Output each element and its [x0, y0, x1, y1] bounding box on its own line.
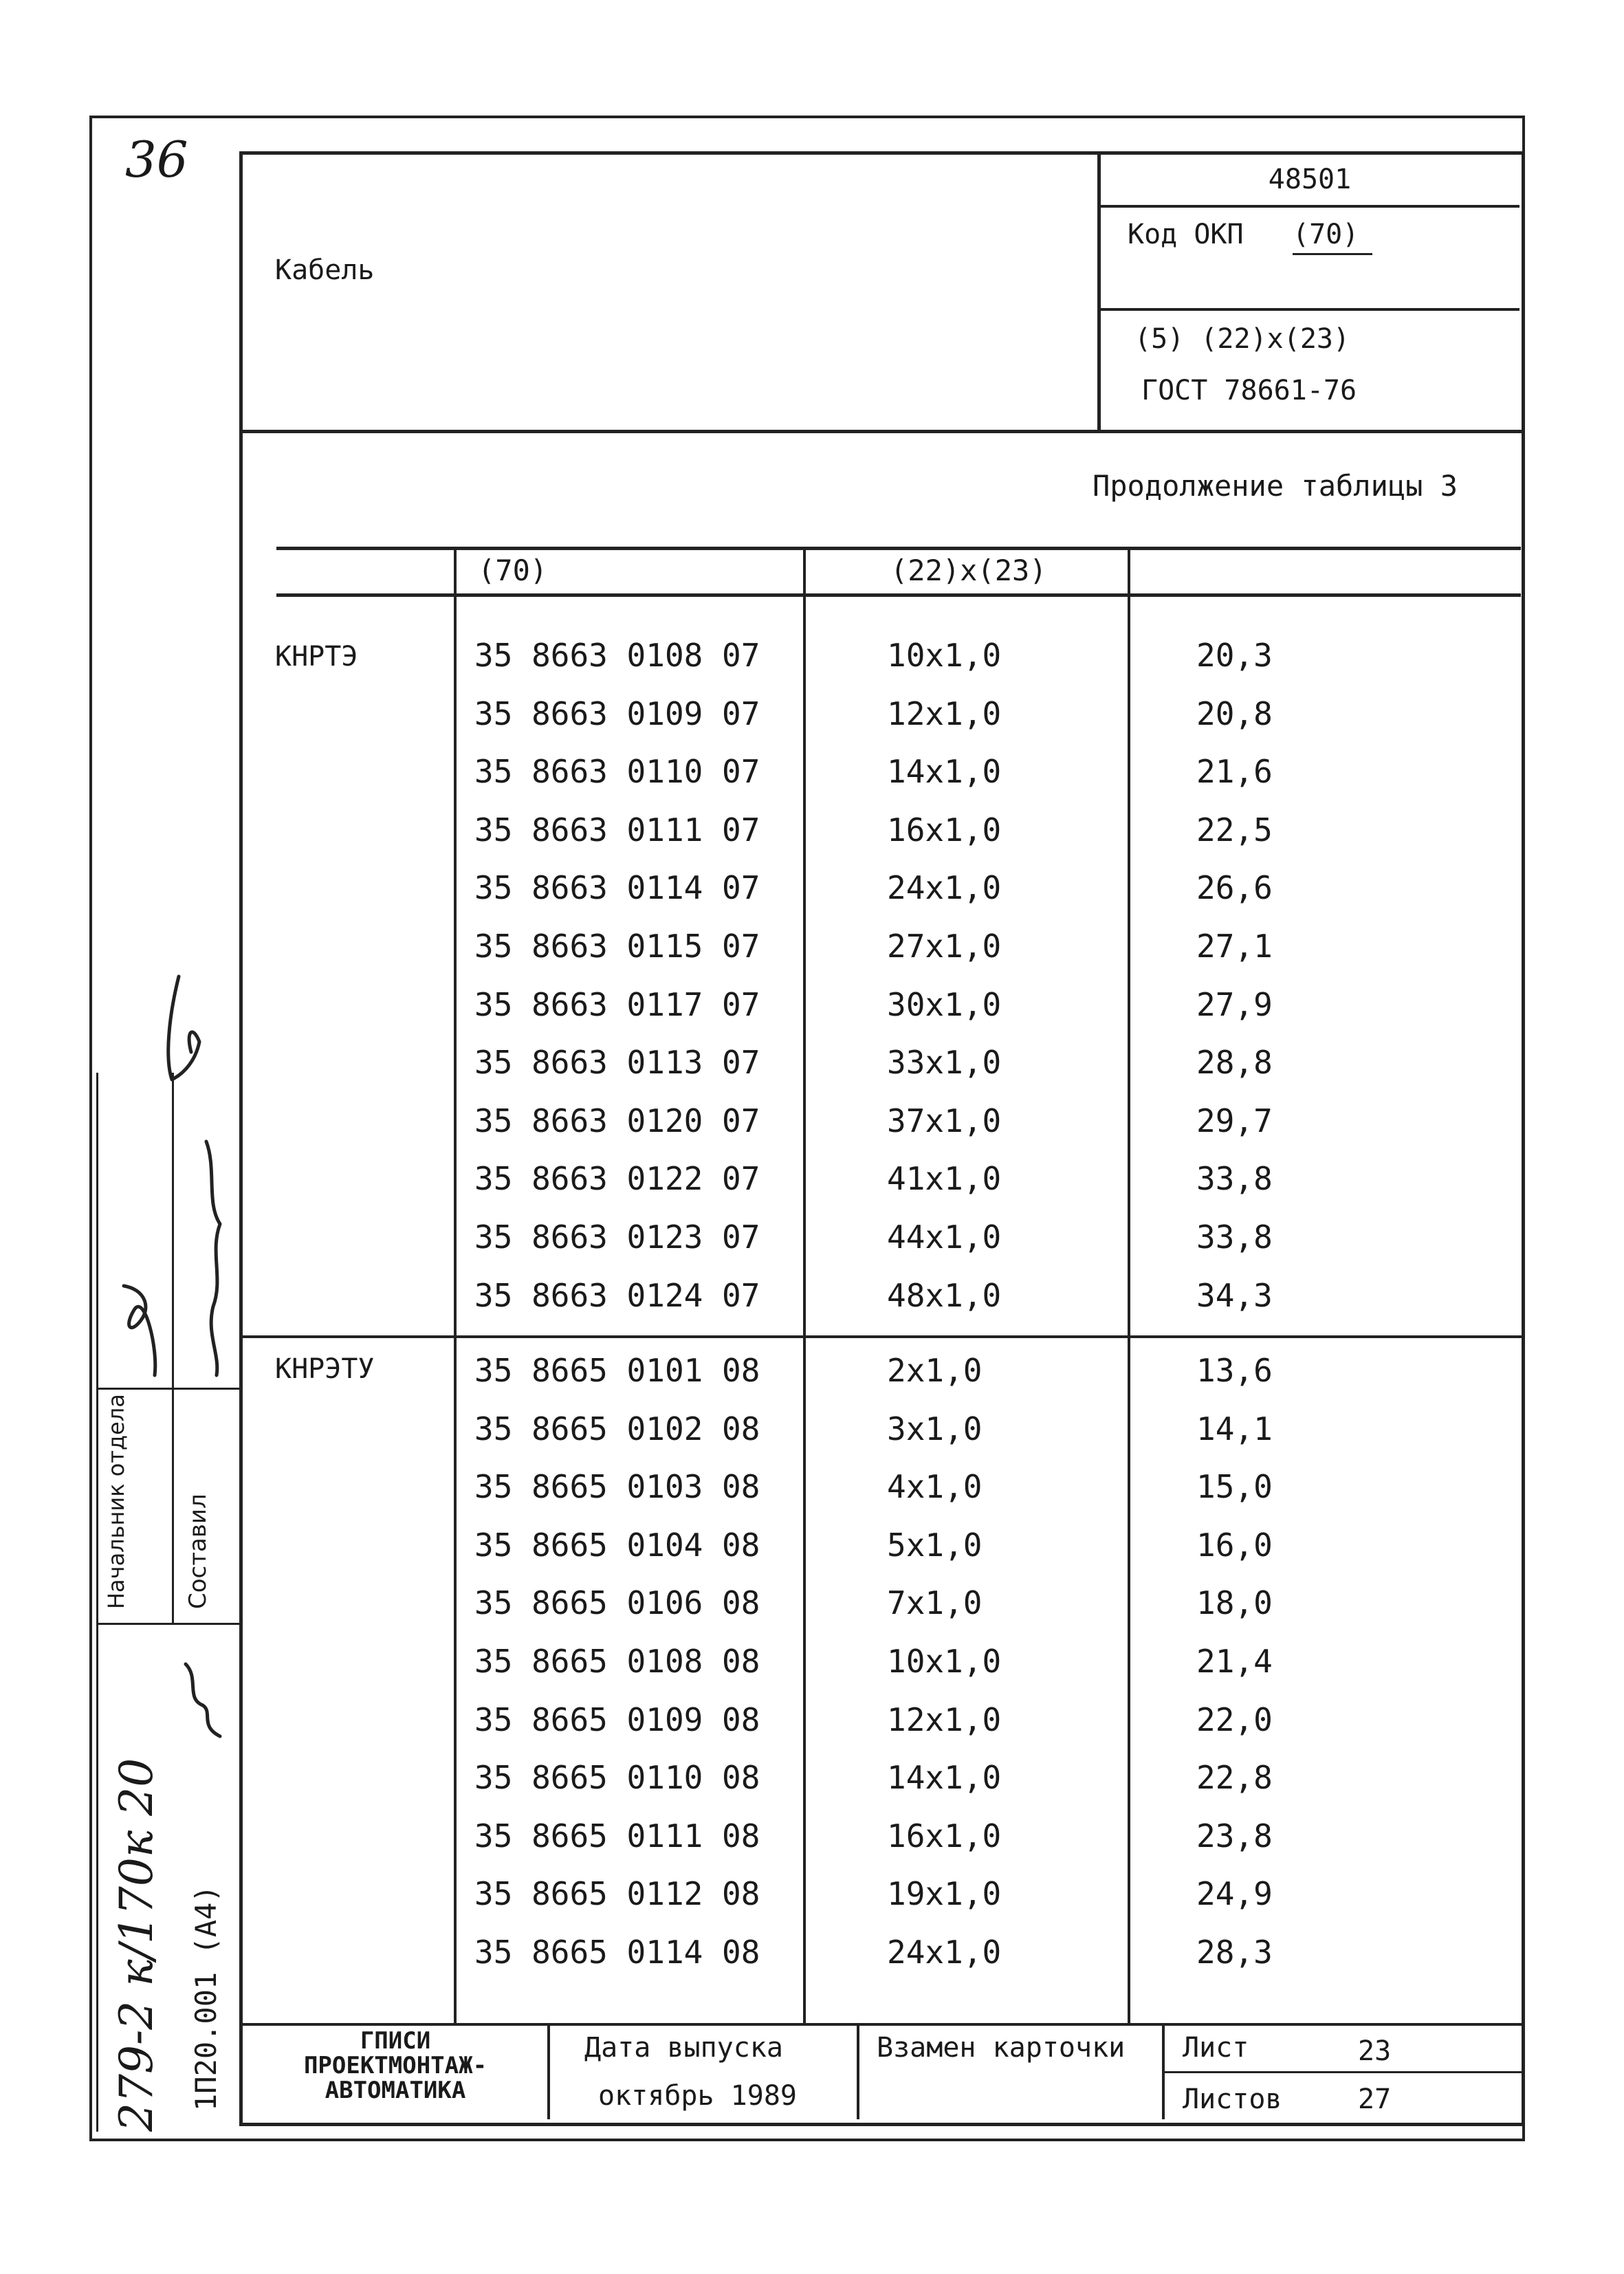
weight-cell: 21,4: [1196, 1643, 1273, 1680]
document-code: 48501: [1268, 164, 1352, 195]
conductor-size-cell: 16x1,0: [887, 811, 1002, 849]
conductor-size-cell: 12x1,0: [887, 695, 1002, 732]
okp-code-cell: 35 8665 0112 08: [474, 1875, 760, 1913]
weight-cell: 20,8: [1196, 695, 1273, 732]
page-number: 36: [125, 131, 188, 188]
header-okp-divider: [1100, 308, 1519, 311]
initials-mark: [172, 1657, 241, 1747]
conductor-size-cell: 14x1,0: [887, 1759, 1002, 1797]
organization-name-line1: ГПИСИ: [360, 2027, 431, 2055]
weight-cell: 18,0: [1196, 1584, 1273, 1622]
weight-cell: 23,8: [1196, 1817, 1273, 1855]
okp-code-cell: 35 8663 0124 07: [474, 1276, 760, 1314]
okp-code-cell: 35 8665 0108 08: [474, 1643, 760, 1680]
weight-cell: 27,9: [1196, 985, 1273, 1023]
weight-cell: 34,3: [1196, 1276, 1273, 1314]
table-row: [0, 753, 1624, 811]
dept-head-label: Начальник отдела: [103, 1394, 129, 1609]
okp-code-cell: 35 8665 0104 08: [474, 1526, 760, 1564]
table-row: [0, 1527, 1624, 1584]
conductor-size-cell: 48x1,0: [887, 1276, 1002, 1314]
group-divider: [239, 1335, 1522, 1338]
weight-cell: 14,1: [1196, 1410, 1273, 1447]
table-row: [0, 1759, 1624, 1817]
table-row: [0, 869, 1624, 927]
okp-code-cell: 35 8663 0117 07: [474, 985, 760, 1023]
okp-label: Код ОКП: [1128, 219, 1244, 250]
stamp-left-line: [96, 1073, 98, 2132]
stamp-row-line-2: [96, 1623, 239, 1625]
conductor-size-cell: 19x1,0: [887, 1875, 1002, 1913]
weight-cell: 33,8: [1196, 1160, 1273, 1198]
column-header-code: (70): [478, 554, 548, 587]
weight-cell: 20,3: [1196, 637, 1273, 674]
header-divider: [239, 430, 1522, 433]
conductor-size-cell: 24x1,0: [887, 1934, 1002, 1971]
conductor-size-cell: 10x1,0: [887, 637, 1002, 674]
weight-cell: 21,6: [1196, 753, 1273, 791]
footer-divider-1: [547, 2023, 550, 2119]
conductor-size-cell: 27x1,0: [887, 928, 1002, 965]
table-row: [0, 637, 1624, 695]
table-row: [0, 811, 1624, 869]
table-row: [0, 1410, 1624, 1468]
weight-cell: 33,8: [1196, 1218, 1273, 1256]
sheet-count-label: Листов: [1183, 2084, 1282, 2115]
sheet-number: 23: [1358, 2035, 1392, 2067]
sheet-count-value: 27: [1358, 2084, 1392, 2115]
conductor-size-cell: 14x1,0: [887, 753, 1002, 791]
conductor-size-cell: 2x1,0: [887, 1352, 983, 1389]
okp-code-cell: 35 8663 0115 07: [474, 928, 760, 965]
table-header-rule: [276, 593, 1521, 597]
conductor-size-cell: 7x1,0: [887, 1584, 983, 1622]
column-header-size: (22)x(23): [890, 554, 1047, 587]
conductor-size-cell: 37x1,0: [887, 1102, 1002, 1139]
table-row: [0, 695, 1624, 753]
release-date-value: октябрь 1989: [598, 2080, 797, 2112]
spec-line: (5) (22)x(23): [1134, 323, 1350, 355]
table-row: [0, 1934, 1624, 1991]
replaces-card-label: Взамен карточки: [877, 2032, 1126, 2064]
okp-code-cell: 35 8663 0114 07: [474, 869, 760, 907]
footer-divider-3: [1162, 2023, 1165, 2119]
conductor-size-cell: 41x1,0: [887, 1160, 1002, 1198]
conductor-size-cell: 4x1,0: [887, 1468, 983, 1506]
header-code-divider: [1100, 205, 1519, 208]
okp-code-cell: 35 8663 0111 07: [474, 811, 760, 849]
table-top-rule: [276, 547, 1521, 550]
footer-sheet-rule: [1162, 2071, 1522, 2073]
okp-code-cell: 35 8665 0114 08: [474, 1934, 760, 1971]
weight-cell: 28,8: [1196, 1044, 1273, 1082]
conductor-size-cell: 3x1,0: [887, 1410, 983, 1447]
table-row: [0, 1468, 1624, 1526]
weight-cell: 22,8: [1196, 1759, 1273, 1797]
conductor-size-cell: 12x1,0: [887, 1701, 1002, 1738]
table-row: [0, 1701, 1624, 1759]
compiled-by-label: Составил: [184, 1494, 212, 1609]
table-row: [0, 1875, 1624, 1933]
weight-cell: 28,3: [1196, 1934, 1273, 1971]
conductor-size-cell: 24x1,0: [887, 869, 1002, 907]
okp-code-cell: 35 8663 0123 07: [474, 1218, 760, 1256]
release-date-label: Дата выпуска: [584, 2032, 783, 2064]
okp-code-cell: 35 8665 0103 08: [474, 1468, 760, 1506]
continuation-title: Продолжение таблицы 3: [1092, 469, 1458, 503]
group-label: КНРТЭ: [275, 641, 358, 673]
table-row: [0, 1643, 1624, 1701]
product-label: Кабель: [275, 254, 375, 286]
signature-marks: [103, 963, 254, 1403]
okp-code-cell: 35 8665 0110 08: [474, 1759, 760, 1797]
weight-cell: 15,0: [1196, 1468, 1273, 1506]
standard-reference: ГОСТ 78661-76: [1141, 375, 1357, 406]
conductor-size-cell: 33x1,0: [887, 1044, 1002, 1082]
table-row: [0, 1584, 1624, 1642]
okp-code-cell: 35 8665 0102 08: [474, 1410, 760, 1447]
conductor-size-cell: 10x1,0: [887, 1643, 1002, 1680]
document-number: 1П20.001 (А4): [189, 1885, 223, 2111]
table-row: [0, 1817, 1624, 1875]
weight-cell: 16,0: [1196, 1526, 1273, 1564]
footer-divider-2: [857, 2023, 859, 2119]
okp-code-cell: 35 8665 0101 08: [474, 1352, 760, 1389]
conductor-size-cell: 16x1,0: [887, 1817, 1002, 1855]
weight-cell: 22,0: [1196, 1701, 1273, 1738]
weight-cell: 26,6: [1196, 869, 1273, 907]
okp-code-cell: 35 8665 0111 08: [474, 1817, 760, 1855]
okp-code-cell: 35 8663 0110 07: [474, 753, 760, 791]
okp-code-cell: 35 8663 0108 07: [474, 637, 760, 674]
okp-code-cell: 35 8663 0120 07: [474, 1102, 760, 1139]
okp-value: (70): [1293, 219, 1372, 255]
conductor-size-cell: 44x1,0: [887, 1218, 1002, 1256]
group-label: КНРЭТУ: [275, 1353, 375, 1385]
okp-code-cell: 35 8663 0109 07: [474, 695, 760, 732]
okp-code-cell: 35 8663 0122 07: [474, 1160, 760, 1198]
okp-code-cell: 35 8665 0106 08: [474, 1584, 760, 1622]
weight-cell: 27,1: [1196, 928, 1273, 965]
sheet-label: Лист: [1183, 2032, 1249, 2064]
conductor-size-cell: 5x1,0: [887, 1526, 983, 1564]
weight-cell: 13,6: [1196, 1352, 1273, 1389]
okp-code-cell: 35 8663 0113 07: [474, 1044, 760, 1082]
weight-cell: 22,5: [1196, 811, 1273, 849]
weight-cell: 24,9: [1196, 1875, 1273, 1913]
weight-cell: 29,7: [1196, 1102, 1273, 1139]
conductor-size-cell: 30x1,0: [887, 985, 1002, 1023]
organization-name-line3: АВТОМАТИКА: [325, 2077, 466, 2104]
archive-number: 279-2 к/170к 20: [110, 1758, 163, 2132]
organization-name-line2: ПРОЕКТМОНТАЖ-: [303, 2052, 487, 2079]
footer-top-rule: [239, 2023, 1522, 2026]
okp-code-cell: 35 8665 0109 08: [474, 1701, 760, 1738]
